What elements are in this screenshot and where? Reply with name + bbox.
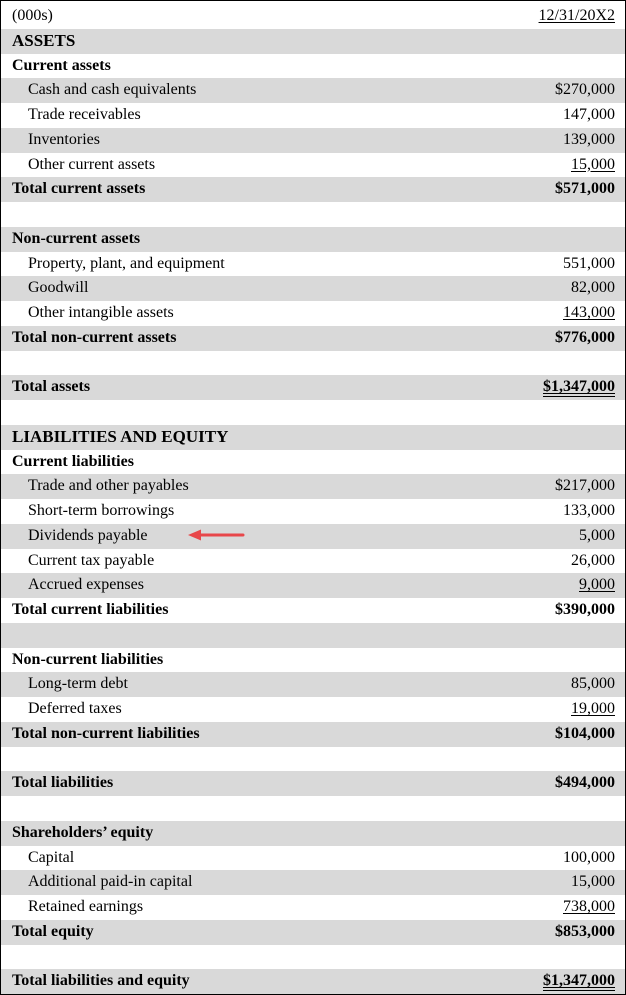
row-amount: $104,000 <box>555 724 615 742</box>
section-heading-row <box>1 450 625 475</box>
line-item-row <box>1 549 625 574</box>
line-item-row <box>1 697 625 722</box>
row-amount: 147,000 <box>563 106 615 123</box>
left-arrow-icon <box>187 529 247 541</box>
row-label: Total equity <box>12 922 94 940</box>
spacer-row <box>1 202 625 227</box>
row-amount: 19,000 <box>571 700 615 717</box>
row-label: Retained earnings <box>28 898 144 915</box>
row-amount: $853,000 <box>555 922 615 940</box>
total-row <box>1 920 625 945</box>
total-row <box>1 177 625 202</box>
row-label: Inventories <box>28 130 100 148</box>
row-label: Trade receivables <box>28 106 141 123</box>
line-item-row <box>1 252 625 277</box>
spacer-row <box>1 623 625 648</box>
line-item-row <box>1 276 625 301</box>
row-label: Trade and other payables <box>28 477 189 495</box>
row-label: Additional paid-in capital <box>28 873 193 891</box>
row-label: LIABILITIES AND EQUITY <box>12 426 229 446</box>
units-label: (000s) <box>12 7 53 24</box>
line-item-row <box>1 895 625 920</box>
row-label: Dividends payable <box>28 526 148 544</box>
row-amount: $494,000 <box>555 774 615 792</box>
row-amount: $390,000 <box>555 601 615 618</box>
row-label: Total liabilities and equity <box>12 972 190 990</box>
row-amount: $217,000 <box>555 477 615 495</box>
line-item-row <box>1 78 625 103</box>
total-row <box>1 375 625 400</box>
section-heading-row <box>1 227 625 252</box>
row-amount: 85,000 <box>571 675 615 693</box>
row-amount: 5,000 <box>579 526 615 544</box>
total-row <box>1 722 625 747</box>
row-label: Current tax payable <box>28 551 155 569</box>
row-amount: $270,000 <box>555 81 615 99</box>
date-column-header: 12/31/20X2 <box>538 7 615 24</box>
row-amount: 551,000 <box>563 254 615 272</box>
row-label: Short-term borrowings <box>28 502 175 519</box>
section-heading-row <box>1 54 625 79</box>
row-label: Goodwill <box>28 279 89 297</box>
section-heading-row <box>1 29 625 54</box>
line-item-row <box>1 672 625 697</box>
section-heading-row <box>1 425 625 450</box>
line-item-row <box>1 870 625 895</box>
section-heading-row <box>1 648 625 673</box>
spacer-row <box>1 945 625 970</box>
row-label: Other current assets <box>28 155 156 173</box>
section-heading-row <box>1 821 625 846</box>
line-item-row <box>1 128 625 153</box>
line-item-row <box>1 573 625 598</box>
row-amount: $1,347,000 <box>543 972 615 990</box>
statement-rows <box>1 29 625 994</box>
row-label: Capital <box>28 848 75 866</box>
spacer-row <box>1 796 625 821</box>
row-amount: 15,000 <box>571 873 615 891</box>
row-label: Total non-current liabilities <box>12 724 200 742</box>
row-amount: 738,000 <box>563 898 615 915</box>
row-label: Deferred taxes <box>28 700 122 717</box>
row-label: Non-current liabilities <box>12 650 164 668</box>
row-amount: 26,000 <box>571 551 615 569</box>
row-amount: 82,000 <box>571 279 615 297</box>
row-label: Non-current assets <box>12 229 141 247</box>
row-amount: 9,000 <box>579 576 615 594</box>
row-label: ASSETS <box>12 30 76 50</box>
total-row <box>1 771 625 796</box>
row-amount: $1,347,000 <box>543 378 615 396</box>
line-item-row <box>1 301 625 326</box>
row-label: Total non-current assets <box>12 328 177 346</box>
row-label: Accrued expenses <box>28 576 144 594</box>
row-label: Total assets <box>12 378 91 396</box>
row-amount: $571,000 <box>555 180 615 198</box>
spacer-row <box>1 747 625 772</box>
header-row <box>1 4 625 29</box>
line-item-row <box>1 524 625 549</box>
total-row <box>1 598 625 623</box>
row-amount: 139,000 <box>563 130 615 148</box>
row-amount: 133,000 <box>563 502 615 519</box>
row-label: Current liabilities <box>12 452 134 470</box>
row-label: Cash and cash equivalents <box>28 81 197 99</box>
row-label: Property, plant, and equipment <box>28 254 225 272</box>
row-amount: 143,000 <box>563 304 615 321</box>
line-item-row <box>1 474 625 499</box>
row-label: Long-term debt <box>28 675 128 693</box>
total-row <box>1 969 625 994</box>
row-label: Other intangible assets <box>28 304 174 321</box>
row-amount: $776,000 <box>555 328 615 346</box>
row-label: Total liabilities <box>12 774 114 792</box>
line-item-row <box>1 846 625 871</box>
row-label: Total current assets <box>12 180 146 198</box>
spacer-row <box>1 351 625 376</box>
row-label: Current assets <box>12 56 111 74</box>
total-row <box>1 326 625 351</box>
line-item-row <box>1 499 625 524</box>
row-label: Shareholders’ equity <box>12 823 154 841</box>
line-item-row <box>1 103 625 128</box>
row-amount: 100,000 <box>563 848 615 866</box>
row-amount: 15,000 <box>571 155 615 173</box>
line-item-row <box>1 153 625 178</box>
spacer-row <box>1 400 625 425</box>
row-label: Total current liabilities <box>12 601 169 618</box>
